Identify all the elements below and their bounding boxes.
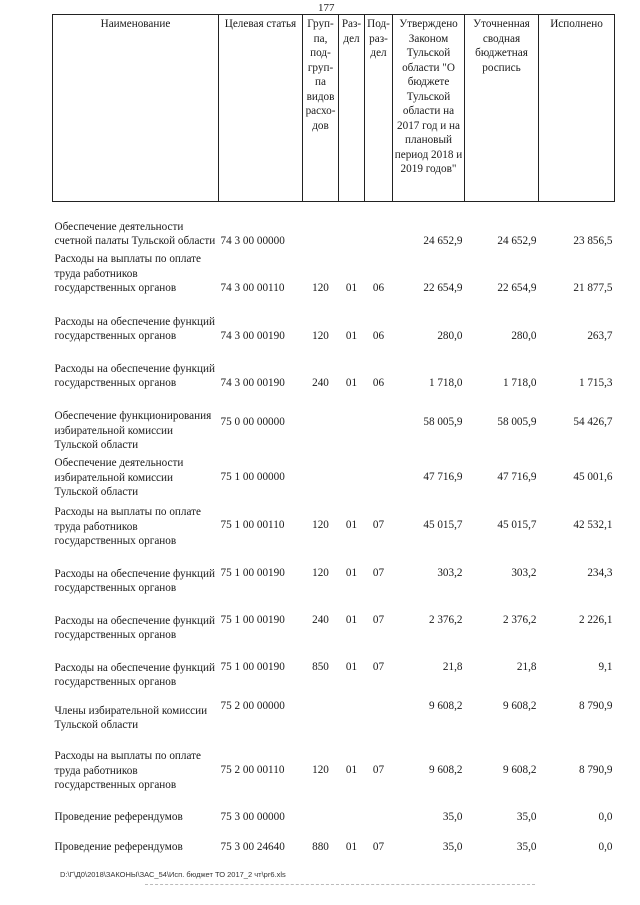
- row-executed: 21 877,5: [573, 282, 613, 294]
- row-approved: 58 005,9: [423, 416, 463, 429]
- row-section: 01: [345, 566, 358, 579]
- row-executed: 42 532,1: [573, 518, 613, 531]
- row-code: 75 0 00 00000: [220, 416, 285, 429]
- row-group: 120: [312, 566, 329, 579]
- header-group: Груп-па, под-груп-па видов расхо-дов: [303, 15, 339, 202]
- row-group: [303, 794, 339, 826]
- row-approved: 35,0: [442, 811, 463, 823]
- budget-table: [52, 14, 615, 856]
- row-name: Обеспечение функционирования избирательной комиссии Тульской области: [54, 410, 212, 451]
- row-executed: 9,1: [598, 660, 613, 673]
- header-name: Наименование: [53, 15, 219, 202]
- row-name: Расходы на выплаты по оплате труда работников государственных органов: [54, 750, 202, 791]
- row-code: 75 2 00 00110: [220, 763, 285, 776]
- row-group: 120: [312, 282, 329, 294]
- row-refined: 47 716,9: [497, 470, 537, 483]
- row-refined: 35,0: [516, 841, 537, 853]
- row-code: 75 1 00 00000: [220, 470, 285, 483]
- row-section: [339, 454, 365, 501]
- row-subsection: [365, 454, 393, 501]
- header-approved: Утверждено Законом Тульской области "О бюджете Тульской области на 2017 год и на плановый период 2018 и 2019 годов": [393, 15, 465, 202]
- row-section: 01: [345, 377, 358, 389]
- row-group: 120: [312, 763, 329, 776]
- row-name: Расходы на обеспечение функций государственных органов: [54, 315, 215, 342]
- row-name: Проведение референдумов: [54, 841, 183, 853]
- row-code: 74 3 00 00000: [220, 235, 285, 247]
- row-subsection: [365, 202, 393, 250]
- row-executed: 2 226,1: [578, 613, 613, 626]
- row-subsection: [365, 794, 393, 826]
- row-approved: 21,8: [442, 660, 463, 673]
- header-refined: Уточненная сводная бюджетная роспись: [465, 15, 539, 202]
- row-section: [339, 202, 365, 250]
- header-section: Раз-дел: [339, 15, 365, 202]
- row-executed: 8 790,9: [578, 699, 613, 712]
- row-approved: 303,2: [437, 566, 463, 579]
- bottom-divider: [145, 884, 535, 885]
- table-row: [53, 202, 615, 250]
- row-executed: 0,0: [598, 811, 613, 823]
- row-executed: 23 856,5: [573, 235, 613, 247]
- row-approved: 2 376,2: [428, 613, 463, 626]
- row-group: 240: [312, 613, 329, 626]
- row-subsection: [365, 691, 393, 734]
- table-row: [53, 550, 615, 597]
- table-row: [53, 250, 615, 297]
- row-section: 01: [345, 841, 358, 853]
- row-group: 880: [312, 841, 329, 853]
- row-section: [339, 691, 365, 734]
- row-name: Проведение референдумов: [54, 811, 183, 823]
- row-group: 240: [312, 377, 329, 389]
- row-group: [303, 454, 339, 501]
- row-refined: 303,2: [511, 566, 537, 579]
- row-refined: 21,8: [516, 660, 537, 673]
- row-code: 74 3 00 00190: [220, 377, 285, 389]
- row-code: 74 3 00 00190: [220, 330, 285, 342]
- table-row: [53, 644, 615, 691]
- row-name: Расходы на выплаты по оплате труда работников государственных органов: [54, 253, 202, 294]
- table-header-row: [53, 15, 615, 202]
- row-name: Расходы на обеспечение функций государственных органов: [54, 614, 215, 641]
- row-subsection: 07: [372, 566, 385, 579]
- row-approved: 280,0: [437, 330, 463, 342]
- row-refined: 24 652,9: [497, 235, 537, 247]
- table-row: [53, 392, 615, 454]
- row-executed: 54 426,7: [573, 416, 613, 429]
- row-executed: 0,0: [598, 841, 613, 853]
- row-subsection: 07: [372, 763, 385, 776]
- row-section: 01: [345, 518, 358, 531]
- row-executed: 8 790,9: [578, 763, 613, 776]
- row-approved: 9 608,2: [428, 763, 463, 776]
- row-approved: 35,0: [442, 841, 463, 853]
- row-refined: 35,0: [516, 811, 537, 823]
- row-refined: 45 015,7: [497, 518, 537, 531]
- row-section: 01: [345, 660, 358, 673]
- row-section: 01: [345, 763, 358, 776]
- row-group: 120: [312, 330, 329, 342]
- row-section: 01: [345, 282, 358, 294]
- row-name: Обеспечение деятельности счетной палаты Тульской области: [54, 220, 216, 247]
- table-row: [53, 297, 615, 345]
- row-group: [303, 202, 339, 250]
- row-code: 75 1 00 00190: [220, 566, 285, 579]
- row-approved: 22 654,9: [423, 282, 463, 294]
- header-executed: Исполнено: [539, 15, 615, 202]
- table-row: [53, 345, 615, 392]
- header-target: Целевая статья: [219, 15, 303, 202]
- row-subsection: 07: [372, 660, 385, 673]
- row-refined: 9 608,2: [502, 699, 537, 712]
- page-number: 177: [318, 2, 335, 14]
- table-row: [53, 454, 615, 501]
- table-row: [53, 826, 615, 856]
- row-subsection: 06: [372, 377, 385, 389]
- row-approved: 45 015,7: [423, 518, 463, 531]
- row-code: 74 3 00 00110: [220, 282, 285, 294]
- table-row: [53, 597, 615, 644]
- row-code: 75 2 00 00000: [220, 699, 285, 712]
- row-group: 850: [312, 660, 329, 673]
- row-subsection: 07: [372, 613, 385, 626]
- table-row: [53, 691, 615, 734]
- row-section: [339, 794, 365, 826]
- row-executed: 1 715,3: [578, 377, 613, 389]
- row-section: 01: [345, 613, 358, 626]
- row-name: Расходы на обеспечение функций государственных органов: [54, 567, 215, 594]
- row-refined: 58 005,9: [497, 416, 537, 429]
- row-group: [303, 691, 339, 734]
- header-subsection: Под-раз-дел: [365, 15, 393, 202]
- table-row: [53, 501, 615, 550]
- row-approved: 1 718,0: [428, 377, 463, 389]
- table-row: [53, 734, 615, 794]
- row-refined: 1 718,0: [502, 377, 537, 389]
- row-subsection: 06: [372, 330, 385, 342]
- row-approved: 47 716,9: [423, 470, 463, 483]
- row-subsection: 07: [372, 841, 385, 853]
- row-name: Расходы на обеспечение функций государственных органов: [54, 362, 215, 389]
- row-executed: 263,7: [587, 330, 613, 342]
- row-approved: 9 608,2: [428, 699, 463, 712]
- row-approved: 24 652,9: [423, 235, 463, 247]
- row-section: [339, 392, 365, 454]
- row-group: [303, 392, 339, 454]
- row-name: Расходы на выплаты по оплате труда работников государственных органов: [54, 506, 202, 547]
- row-subsection: [365, 392, 393, 454]
- row-code: 75 3 00 24640: [220, 841, 285, 853]
- row-subsection: 07: [372, 518, 385, 531]
- row-name: Члены избирательной комиссии Тульской области: [54, 704, 208, 731]
- row-code: 75 1 00 00190: [220, 613, 285, 626]
- row-section: 01: [345, 330, 358, 342]
- row-executed: 234,3: [587, 566, 613, 579]
- table-row: [53, 794, 615, 826]
- row-code: 75 1 00 00190: [220, 660, 285, 673]
- row-name: Обеспечение деятельности избирательной комиссии Тульской области: [54, 457, 184, 498]
- row-refined: 22 654,9: [497, 282, 537, 294]
- row-code: 75 3 00 00000: [220, 811, 285, 823]
- row-refined: 280,0: [511, 330, 537, 342]
- row-group: 120: [312, 518, 329, 531]
- row-executed: 45 001,6: [573, 470, 613, 483]
- file-path-footer: D:\Г\Д0\2018\ЗАКОНЫ\ЗАС_54\Исп. бюджет ТО 2017_2 чт\pr6.xls: [60, 870, 286, 879]
- row-subsection: 06: [372, 282, 385, 294]
- row-code: 75 1 00 00110: [220, 518, 285, 531]
- row-name: Расходы на обеспечение функций государственных органов: [54, 661, 215, 688]
- row-refined: 2 376,2: [502, 613, 537, 626]
- row-refined: 9 608,2: [502, 763, 537, 776]
